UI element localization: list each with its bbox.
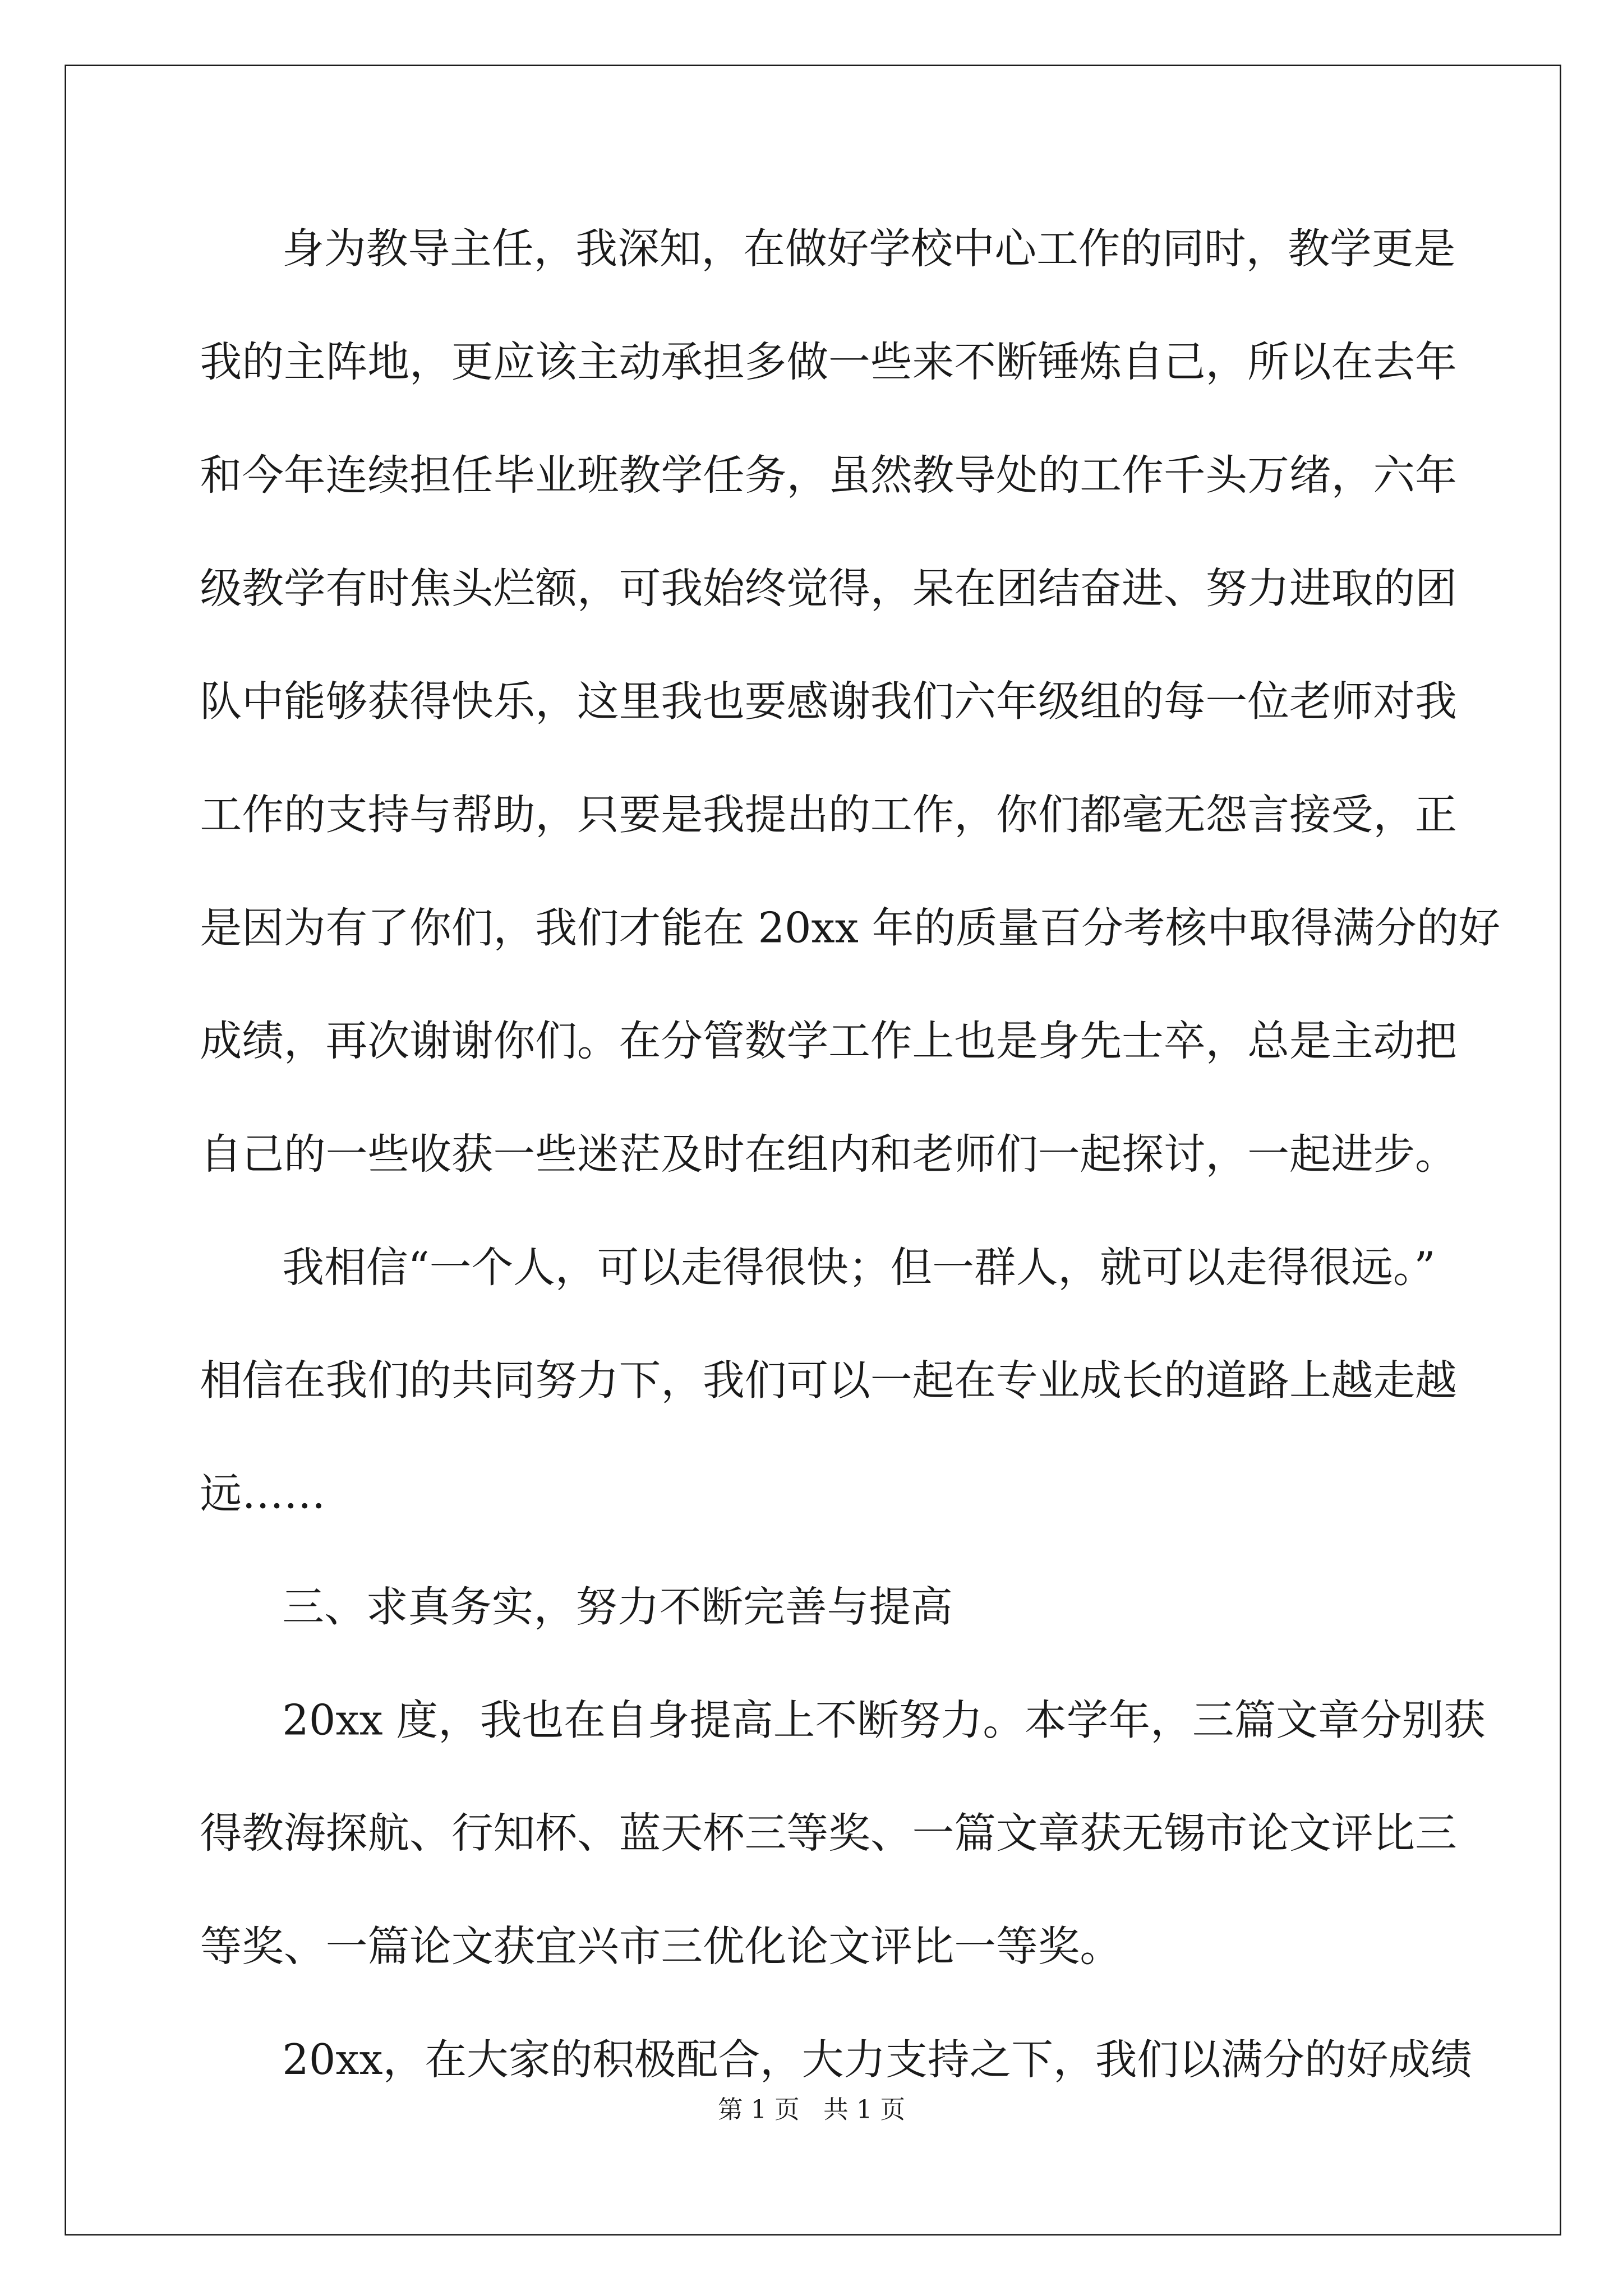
text-line: 远…… (200, 1470, 326, 1518)
page-number-footer: 第 1 页 共 1 页 (717, 2096, 906, 2126)
text-line: 20xx，在大家的积极配合，大力支持之下，我们以满分的好成绩 (282, 2035, 1473, 2085)
text-line: 身为教导主任，我深知，在做好学校中心工作的同时，教学更是 (282, 225, 1456, 274)
text-line: 自己的一些收获一些迷茫及时在组内和老师们一起探讨，一起进步。 (200, 1130, 1457, 1179)
text-line: 我相信“一个人，可以走得很快；但一群人，就可以走得很远。” (282, 1243, 1436, 1292)
text-line: 得教海探航、行知杯、蓝天杯三等奖、一篇文章获无锡市论文评比三 (200, 1809, 1457, 1858)
text-line: 级教学有时焦头烂额，可我始终觉得，呆在团结奋进、努力进取的团 (200, 564, 1457, 613)
text-line: 相信在我们的共同努力下，我们可以一起在专业成长的道路上越走越 (200, 1356, 1457, 1406)
text-line: 我的主阵地，更应该主动承担多做一些来不断锤炼自己，所以在去年 (200, 338, 1457, 387)
text-line: 是因为有了你们，我们才能在 20xx 年的质量百分考核中取得满分的好 (200, 904, 1501, 953)
text-line: 工作的支持与帮助，只要是我提出的工作，你们都毫无怨言接受，正 (200, 791, 1457, 839)
text-line: 等奖、一篇论文获宜兴市三优化论文评比一等奖。 (200, 1922, 1122, 1971)
section-heading: 三、求真务实，努力不断完善与提高 (282, 1583, 953, 1632)
text-line: 队中能够获得快乐，这里我也要感谢我们六年级组的每一位老师对我 (200, 677, 1457, 726)
text-line: 和今年连续担任毕业班教学任务，虽然教导处的工作千头万绪，六年 (200, 451, 1457, 500)
text-line: 20xx 度，我也在自身提高上不断努力。本学年，三篇文章分别获 (282, 1696, 1486, 1745)
text-line: 成绩，再次谢谢你们。在分管数学工作上也是身先士卒，总是主动把 (200, 1017, 1457, 1066)
